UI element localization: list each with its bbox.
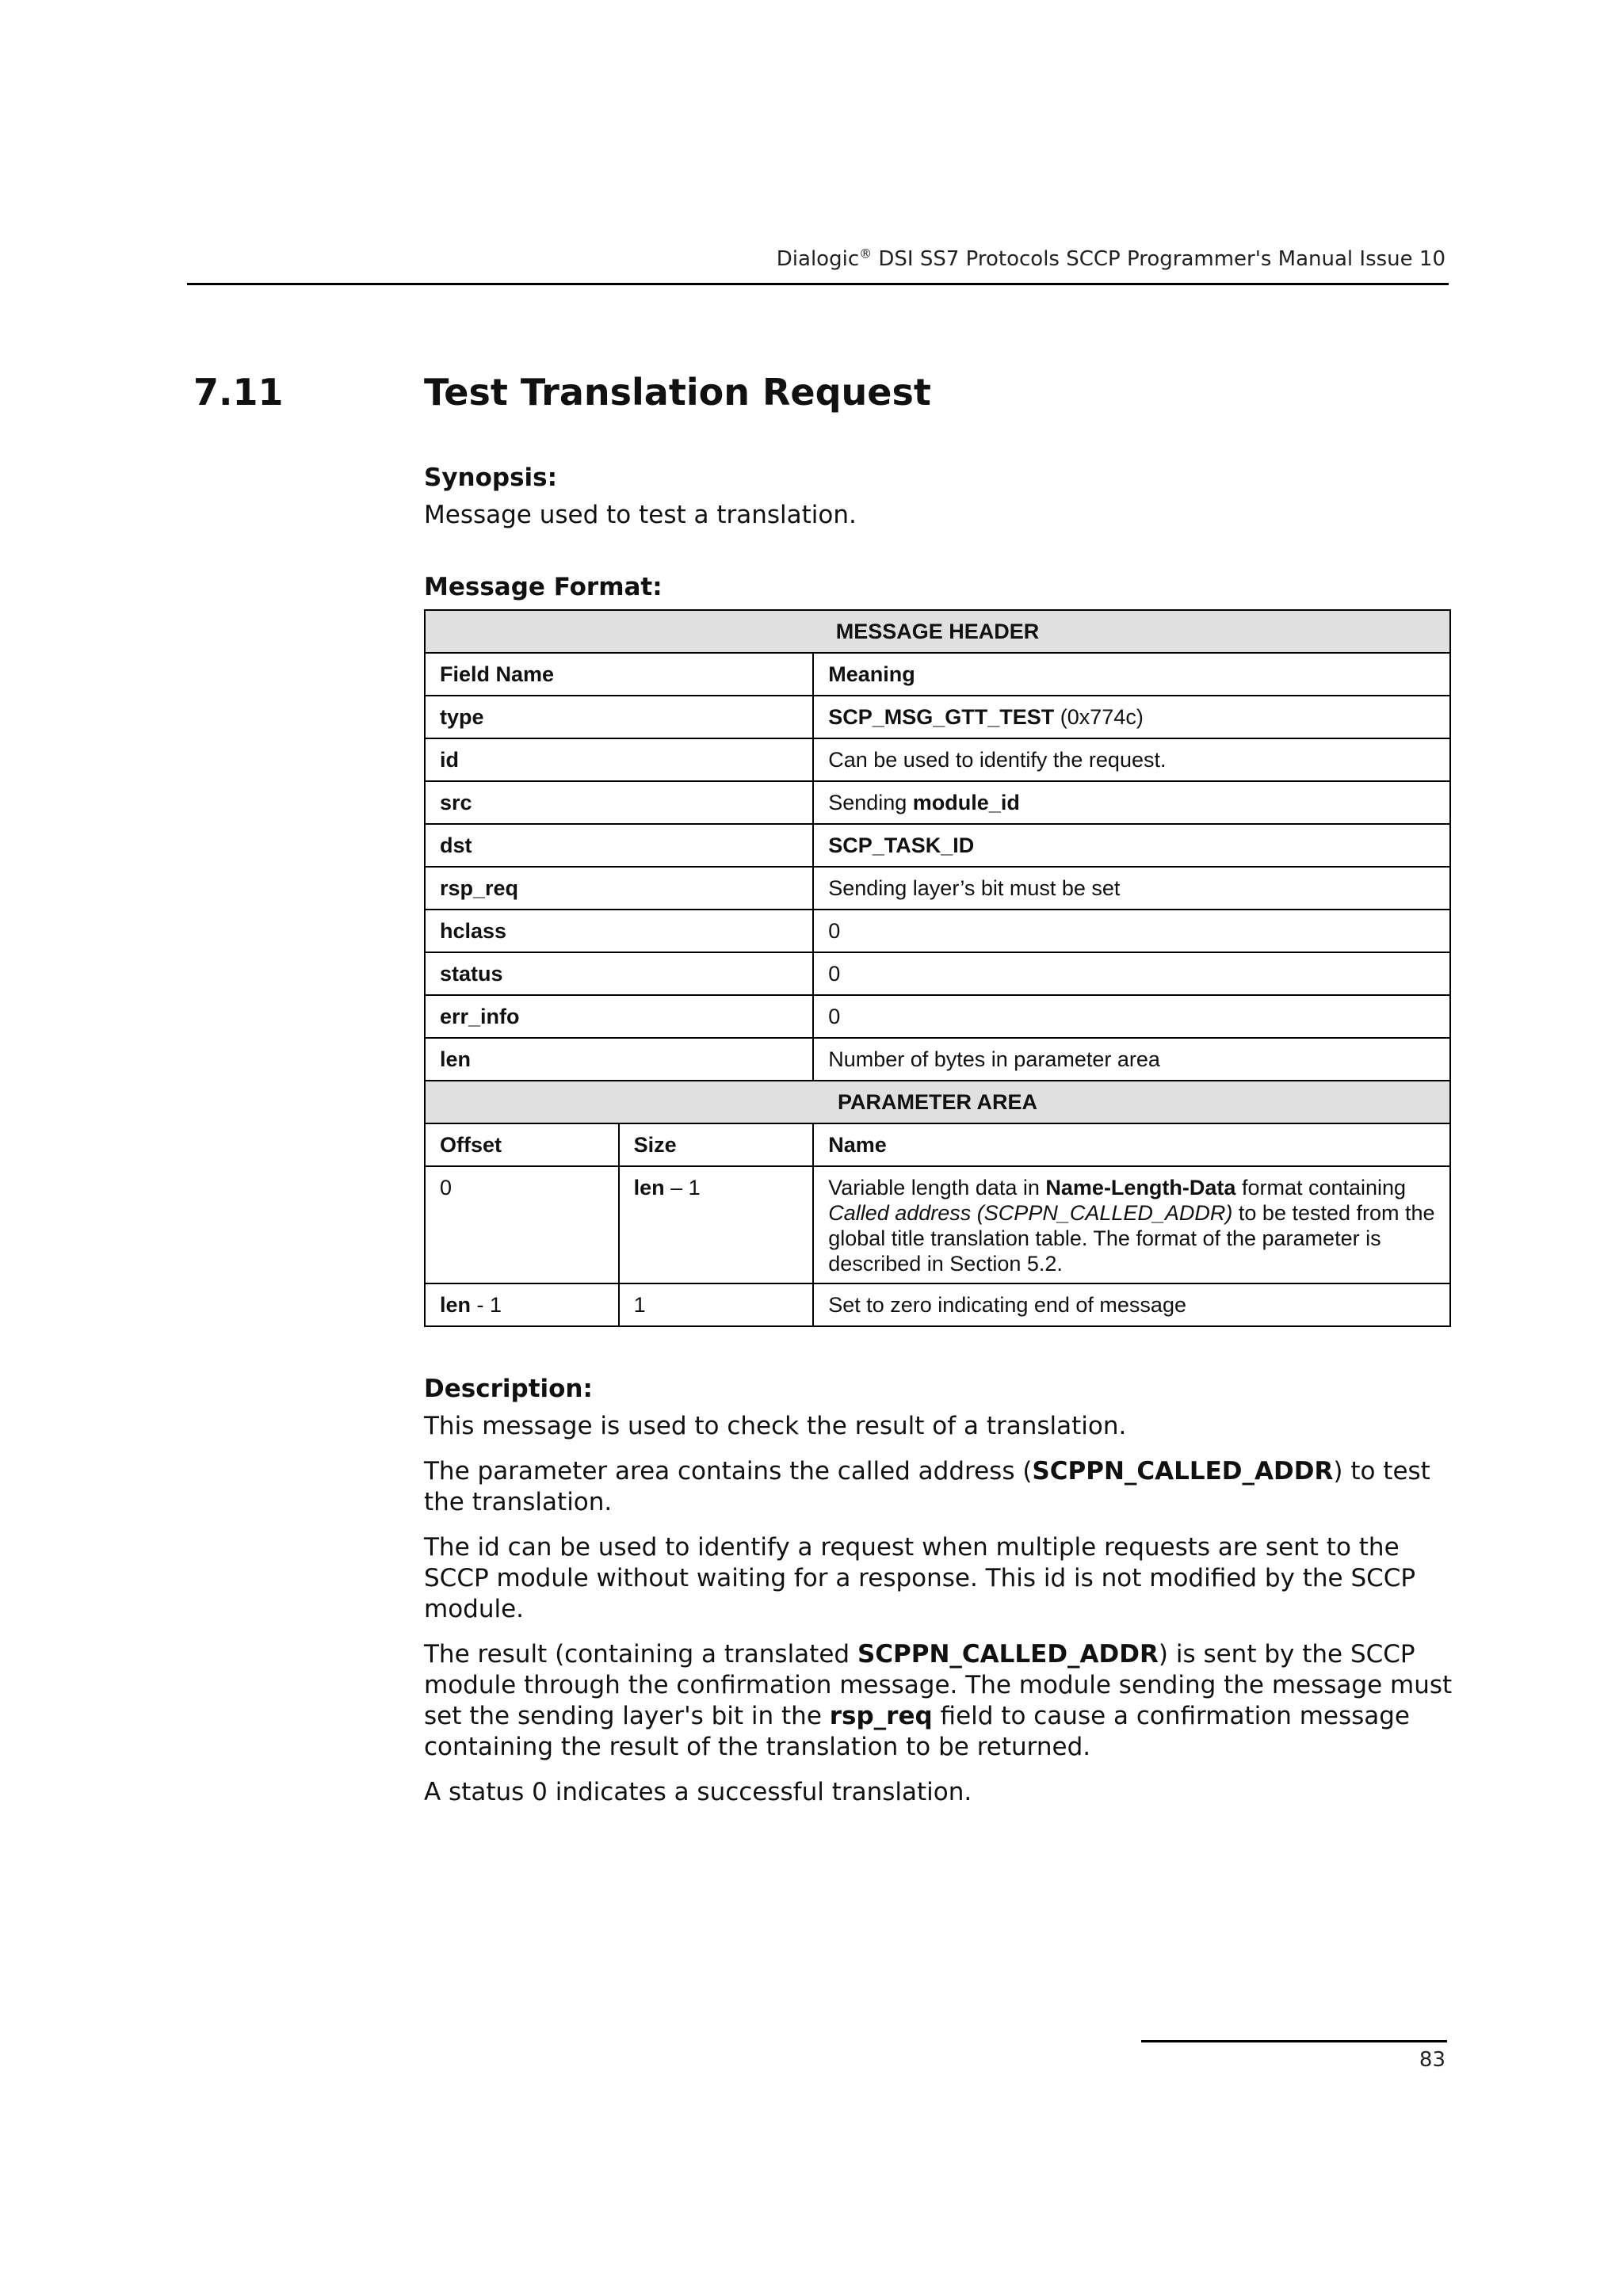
description-text: field to cause a confirmation message containing the result of the translation to be returned. bbox=[424, 1702, 1411, 1761]
message-header-banner: MESSAGE HEADER bbox=[425, 610, 1450, 653]
field-name-cell: dst bbox=[425, 824, 813, 867]
size-bold: len bbox=[633, 1176, 665, 1199]
table-row bbox=[425, 824, 1450, 867]
size-cell: 1 bbox=[619, 1283, 814, 1326]
field-name-cell: type bbox=[425, 696, 813, 738]
column-header-name: Name bbox=[813, 1123, 1450, 1166]
column-header-field-name: Field Name bbox=[425, 653, 813, 696]
meaning-cell: Can be used to identify the request. bbox=[813, 738, 1450, 781]
meaning-bold: module_id bbox=[912, 790, 1020, 814]
field-name-cell: len bbox=[425, 1038, 813, 1081]
meaning-cell bbox=[813, 781, 1450, 824]
size-text: – 1 bbox=[664, 1176, 701, 1199]
description-bold: SCPPN_CALLED_ADDR bbox=[857, 1640, 1159, 1669]
name-text: to be tested from the global title translation table. The format of the parameter is described in Section 5.2. bbox=[828, 1201, 1435, 1276]
table-row bbox=[425, 910, 1450, 952]
field-name-cell: status bbox=[425, 952, 813, 995]
table-column-header-row bbox=[425, 1123, 1450, 1166]
description-paragraph bbox=[424, 1456, 1454, 1518]
name-bold: Name-Length-Data bbox=[1045, 1176, 1236, 1199]
synopsis-heading: Synopsis: bbox=[424, 463, 558, 492]
table-row bbox=[425, 738, 1450, 781]
name-text: Variable length data in bbox=[828, 1176, 1046, 1199]
message-format-heading: Message Format: bbox=[424, 573, 663, 601]
field-name-cell: rsp_req bbox=[425, 867, 813, 910]
table-row bbox=[425, 952, 1450, 995]
section-title: Test Translation Request bbox=[424, 371, 931, 414]
table-row bbox=[425, 1283, 1450, 1326]
field-name-cell: hclass bbox=[425, 910, 813, 952]
description-bold: SCPPN_CALLED_ADDR bbox=[1032, 1457, 1334, 1486]
field-name-cell: id bbox=[425, 738, 813, 781]
table-banner-row bbox=[425, 1081, 1450, 1123]
table-column-header-row bbox=[425, 653, 1450, 696]
meaning-cell: 0 bbox=[813, 995, 1450, 1038]
description-text: ) to test the translation. bbox=[424, 1457, 1430, 1516]
column-header-meaning: Meaning bbox=[813, 653, 1450, 696]
description-text: ) is sent by the SCCP module through the confirmation message. The module sending the message must set the sending layer's bit in the bbox=[424, 1640, 1453, 1730]
meaning-cell: SCP_TASK_ID bbox=[813, 824, 1450, 867]
table-banner-row bbox=[425, 610, 1450, 653]
table-row bbox=[425, 696, 1450, 738]
footer-rule bbox=[1141, 2040, 1447, 2042]
parameter-area-banner: PARAMETER AREA bbox=[425, 1081, 1450, 1123]
name-text: format containing bbox=[1235, 1176, 1407, 1199]
description-paragraph: A status 0 indicates a successful translation. bbox=[424, 1778, 972, 1806]
meaning-text: Sending bbox=[828, 790, 913, 814]
offset-text: - 1 bbox=[471, 1292, 502, 1317]
table-row bbox=[425, 1166, 1450, 1283]
offset-bold: len bbox=[440, 1292, 472, 1317]
offset-cell bbox=[425, 1283, 619, 1326]
meaning-text: (0x774c) bbox=[1054, 704, 1144, 729]
meaning-cell: Number of bytes in parameter area bbox=[813, 1038, 1450, 1081]
column-header-offset: Offset bbox=[425, 1123, 619, 1166]
description-paragraph bbox=[424, 1639, 1454, 1763]
description-text: The parameter area contains the called address ( bbox=[424, 1457, 1033, 1486]
meaning-cell: Sending layer’s bit must be set bbox=[813, 867, 1450, 910]
table-row bbox=[425, 995, 1450, 1038]
description-bold: rsp_req bbox=[829, 1702, 933, 1730]
description-paragraph: The id can be used to identify a request when multiple requests are sent to the SCCP module without waiting for a response. This id is not modified by the SCCP module. bbox=[424, 1533, 1416, 1623]
running-header bbox=[187, 247, 1445, 271]
description-heading: Description: bbox=[424, 1375, 593, 1403]
name-cell: Set to zero indicating end of message bbox=[813, 1283, 1450, 1326]
meaning-cell bbox=[813, 696, 1450, 738]
meaning-cell: 0 bbox=[813, 910, 1450, 952]
table-row bbox=[425, 781, 1450, 824]
synopsis-text: Message used to test a translation. bbox=[424, 501, 857, 529]
field-name-cell: src bbox=[425, 781, 813, 824]
meaning-bold: SCP_MSG_GTT_TEST bbox=[828, 704, 1055, 729]
table-row bbox=[425, 1038, 1450, 1081]
description-paragraph: This message is used to check the result of a translation. bbox=[424, 1412, 1127, 1440]
header-brand: Dialogic bbox=[776, 247, 860, 271]
name-italic: Called address (SCPPN_CALLED_ADDR) bbox=[828, 1201, 1233, 1225]
header-rule bbox=[187, 283, 1449, 285]
section-number: 7.11 bbox=[193, 371, 284, 414]
meaning-cell: 0 bbox=[813, 952, 1450, 995]
field-name-cell: err_info bbox=[425, 995, 813, 1038]
offset-cell: 0 bbox=[425, 1166, 619, 1283]
header-title: DSI SS7 Protocols SCCP Programmer's Manual Issue 10 bbox=[872, 247, 1445, 271]
description-text: The result (containing a translated bbox=[424, 1640, 857, 1669]
name-cell bbox=[813, 1166, 1450, 1283]
column-header-size: Size bbox=[619, 1123, 814, 1166]
page-number: 83 bbox=[1419, 2048, 1445, 2072]
table-row bbox=[425, 867, 1450, 910]
registered-mark: ® bbox=[859, 246, 873, 261]
section-content bbox=[424, 463, 1454, 1808]
size-cell bbox=[619, 1166, 814, 1283]
message-format-table bbox=[424, 609, 1451, 1327]
